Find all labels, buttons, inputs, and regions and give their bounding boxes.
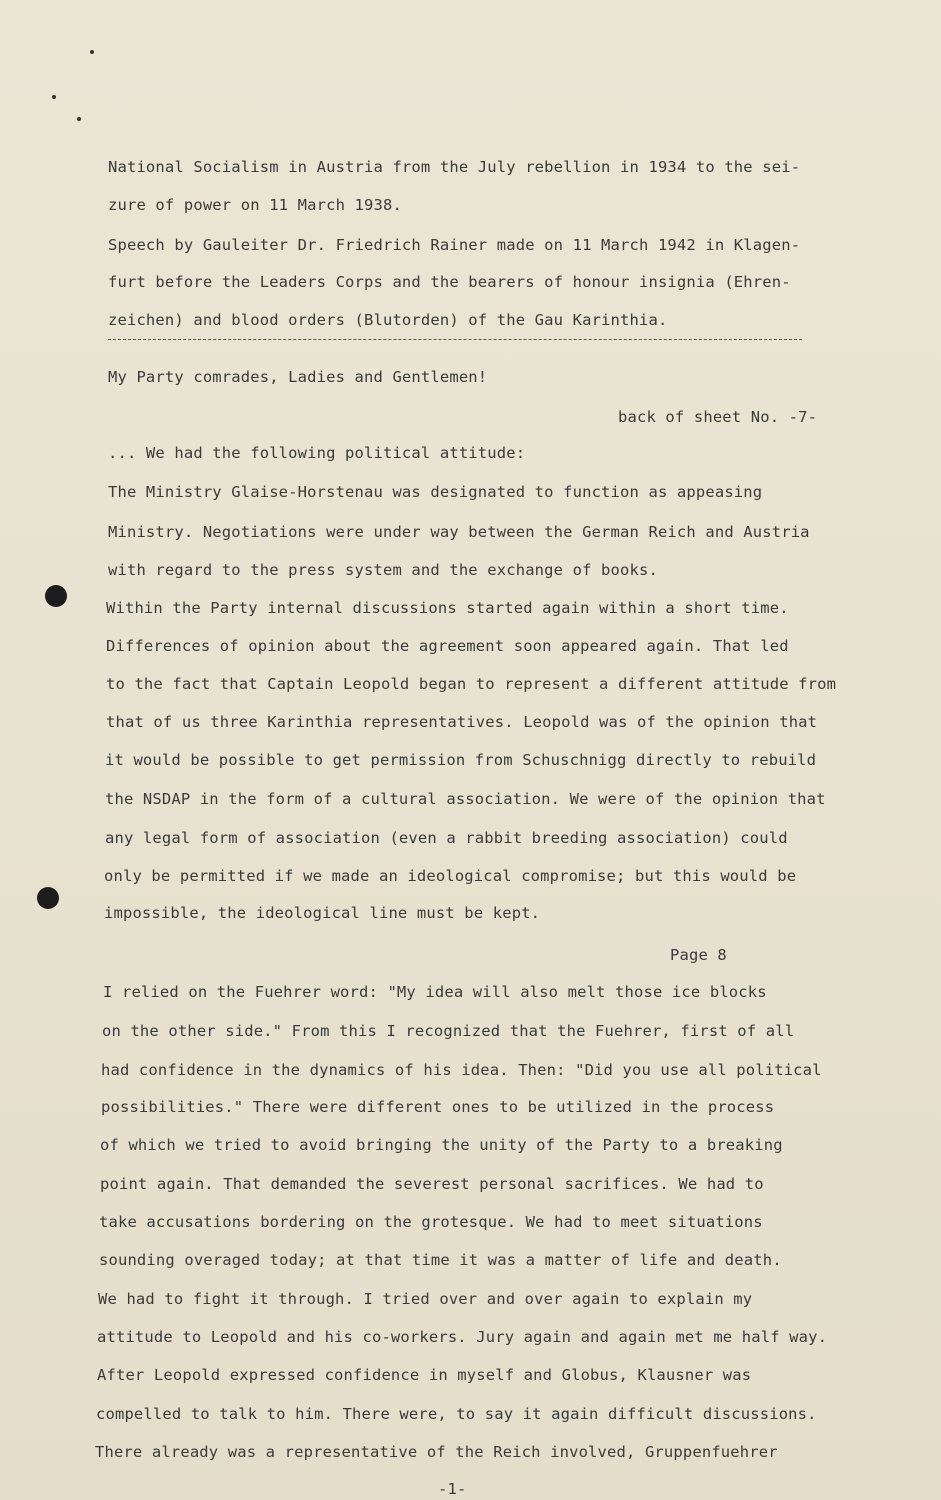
body-line: We had to fight it through. I tried over and over again to explain my [98, 1290, 753, 1308]
body-line: I relied on the Fuehrer word: "My idea will also melt those ice blocks [103, 983, 767, 1001]
body-line: any legal form of association (even a rabbit breeding association) could [105, 829, 788, 847]
dashed-divider [108, 339, 802, 340]
page-reference: Page 8 [670, 946, 727, 964]
title-line: zure of power on 11 March 1938. [108, 196, 402, 214]
body-line: The Ministry Glaise-Horstenau was designated to function as appeasing [108, 483, 763, 501]
body-line: only be permitted if we made an ideological compromise; but this would be [104, 867, 797, 885]
sheet-reference: back of sheet No. -7- [618, 408, 818, 426]
body-line: point again. That demanded the severest personal sacrifices. We had to [100, 1175, 764, 1193]
body-line: There already was a representative of the Reich involved, Gruppenfuehrer [95, 1443, 778, 1461]
body-line: take accusations bordering on the grotesque. We had to meet situations [99, 1213, 763, 1231]
body-line: sounding overaged today; at that time it was a matter of life and death. [99, 1251, 782, 1269]
body-line: it would be possible to get permission from Schuschnigg directly to rebuild [105, 751, 817, 769]
title-line: zeichen) and blood orders (Blutorden) of the Gau Karinthia. [108, 311, 668, 329]
page-number: -1- [438, 1480, 467, 1498]
body-line: Within the Party internal discussions started again within a short time. [106, 599, 789, 617]
ink-speck [90, 50, 94, 54]
salutation: My Party comrades, Ladies and Gentlemen! [108, 368, 488, 386]
punch-hole [37, 887, 59, 909]
title-line: Speech by Gauleiter Dr. Friedrich Rainer made on 11 March 1942 in Klagen- [108, 236, 801, 254]
body-line: of which we tried to avoid bringing the unity of the Party to a breaking [100, 1136, 783, 1154]
body-line: compelled to talk to him. There were, to say it again difficult discussions. [96, 1405, 817, 1423]
punch-hole [45, 585, 67, 607]
body-line: that of us three Karinthia representatives. Leopold was of the opinion that [106, 713, 818, 731]
body-line: ... We had the following political attitude: [108, 444, 526, 462]
ink-speck [52, 95, 56, 99]
body-line: on the other side." From this I recognized that the Fuehrer, first of all [102, 1022, 795, 1040]
body-line: the NSDAP in the form of a cultural association. We were of the opinion that [105, 790, 826, 808]
title-line: National Socialism in Austria from the July rebellion in 1934 to the sei- [108, 158, 801, 176]
body-line: with regard to the press system and the exchange of books. [108, 561, 658, 579]
title-line: furt before the Leaders Corps and the bearers of honour insignia (Ehren- [108, 273, 791, 291]
ink-speck [77, 117, 81, 121]
body-line: had confidence in the dynamics of his idea. Then: "Did you use all political [101, 1061, 822, 1079]
body-line: attitude to Leopold and his co-workers. Jury again and again met me half way. [97, 1328, 828, 1346]
body-line: After Leopold expressed confidence in myself and Globus, Klausner was [97, 1366, 752, 1384]
body-line: impossible, the ideological line must be kept. [104, 904, 541, 922]
body-line: Ministry. Negotiations were under way between the German Reich and Austria [108, 523, 810, 541]
body-line: Differences of opinion about the agreement soon appeared again. That led [106, 637, 789, 655]
body-line: to the fact that Captain Leopold began to represent a different attitude from [106, 675, 837, 693]
body-line: possibilities." There were different ones to be utilized in the process [101, 1098, 775, 1116]
